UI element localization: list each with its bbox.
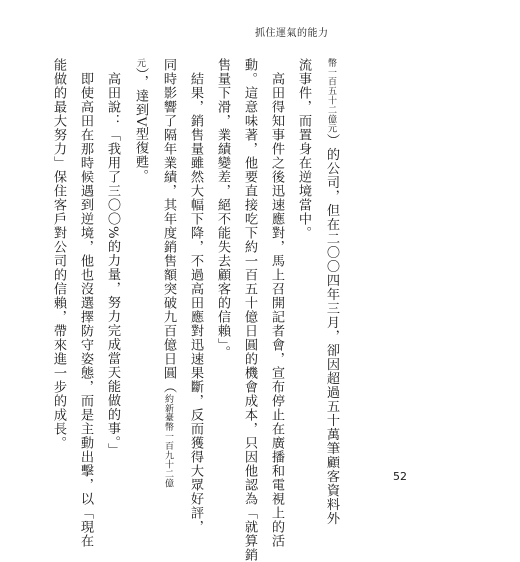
paragraph-2 [209,58,290,562]
text-column [263,58,290,548]
text-segment: ）的公司，但在二〇〇四年三月，卻因超過五十萬筆顧客資料外 [324,133,339,526]
text-segment: 售量下滑，業績變差，絕不能失去顧客的信賴」。 [215,58,230,360]
text-segment: 同時影響了隔年業績，其年度銷售額突破九百億日圓（ [161,58,176,394]
text-column [182,58,209,534]
text-column [209,58,236,448]
inline-note: 幣一百五十二億元 [326,58,336,134]
inline-note: 元 [135,58,145,68]
paragraph-1 [290,58,345,526]
text-column [72,58,99,548]
running-header: 抓住運氣的能力 [255,28,329,39]
text-segment: 即使高田在那時候遇到逆境，他也沒選擇防守姿態，而是主動出擊，以「現在 [78,58,93,548]
text-segment: 能做的最大努力」保住客戶對公司的信賴，帶來進一步的成長。 [51,58,66,450]
text-column [154,58,182,488]
text-column [126,58,154,448]
text-segment: 高田得知事件之後迅速應對，馬上召開記者會，宣布停止在廣播和電視上的活 [269,58,284,548]
vertical-text-body [45,58,345,562]
text-column [317,58,345,526]
text-segment: 結果，銷售量雖然大幅下降，不過高田應對迅速果斷，反而獲得大眾好評， [188,58,203,534]
text-column [99,58,126,457]
paragraph-3 [126,58,209,534]
text-column [45,58,72,448]
text-segment: ），達到V型復甦。 [133,67,148,184]
page-number: 52 [393,470,407,483]
text-column [290,58,317,448]
text-segment: 流事件，而置身在逆境當中。 [296,58,311,240]
text-segment: 高田說：「我用了三〇〇%的力量，努力完成當天能做的事。」 [105,58,120,457]
paragraph-5 [45,58,99,548]
text-segment: 動。這意味著，他要直接吃下約一百五十億日圓的機會成本，只因他認為「就算銷 [242,58,257,562]
inline-note: 約新臺幣一百九十二億 [163,394,173,488]
paragraph-4 [99,58,126,457]
text-column [236,58,263,562]
